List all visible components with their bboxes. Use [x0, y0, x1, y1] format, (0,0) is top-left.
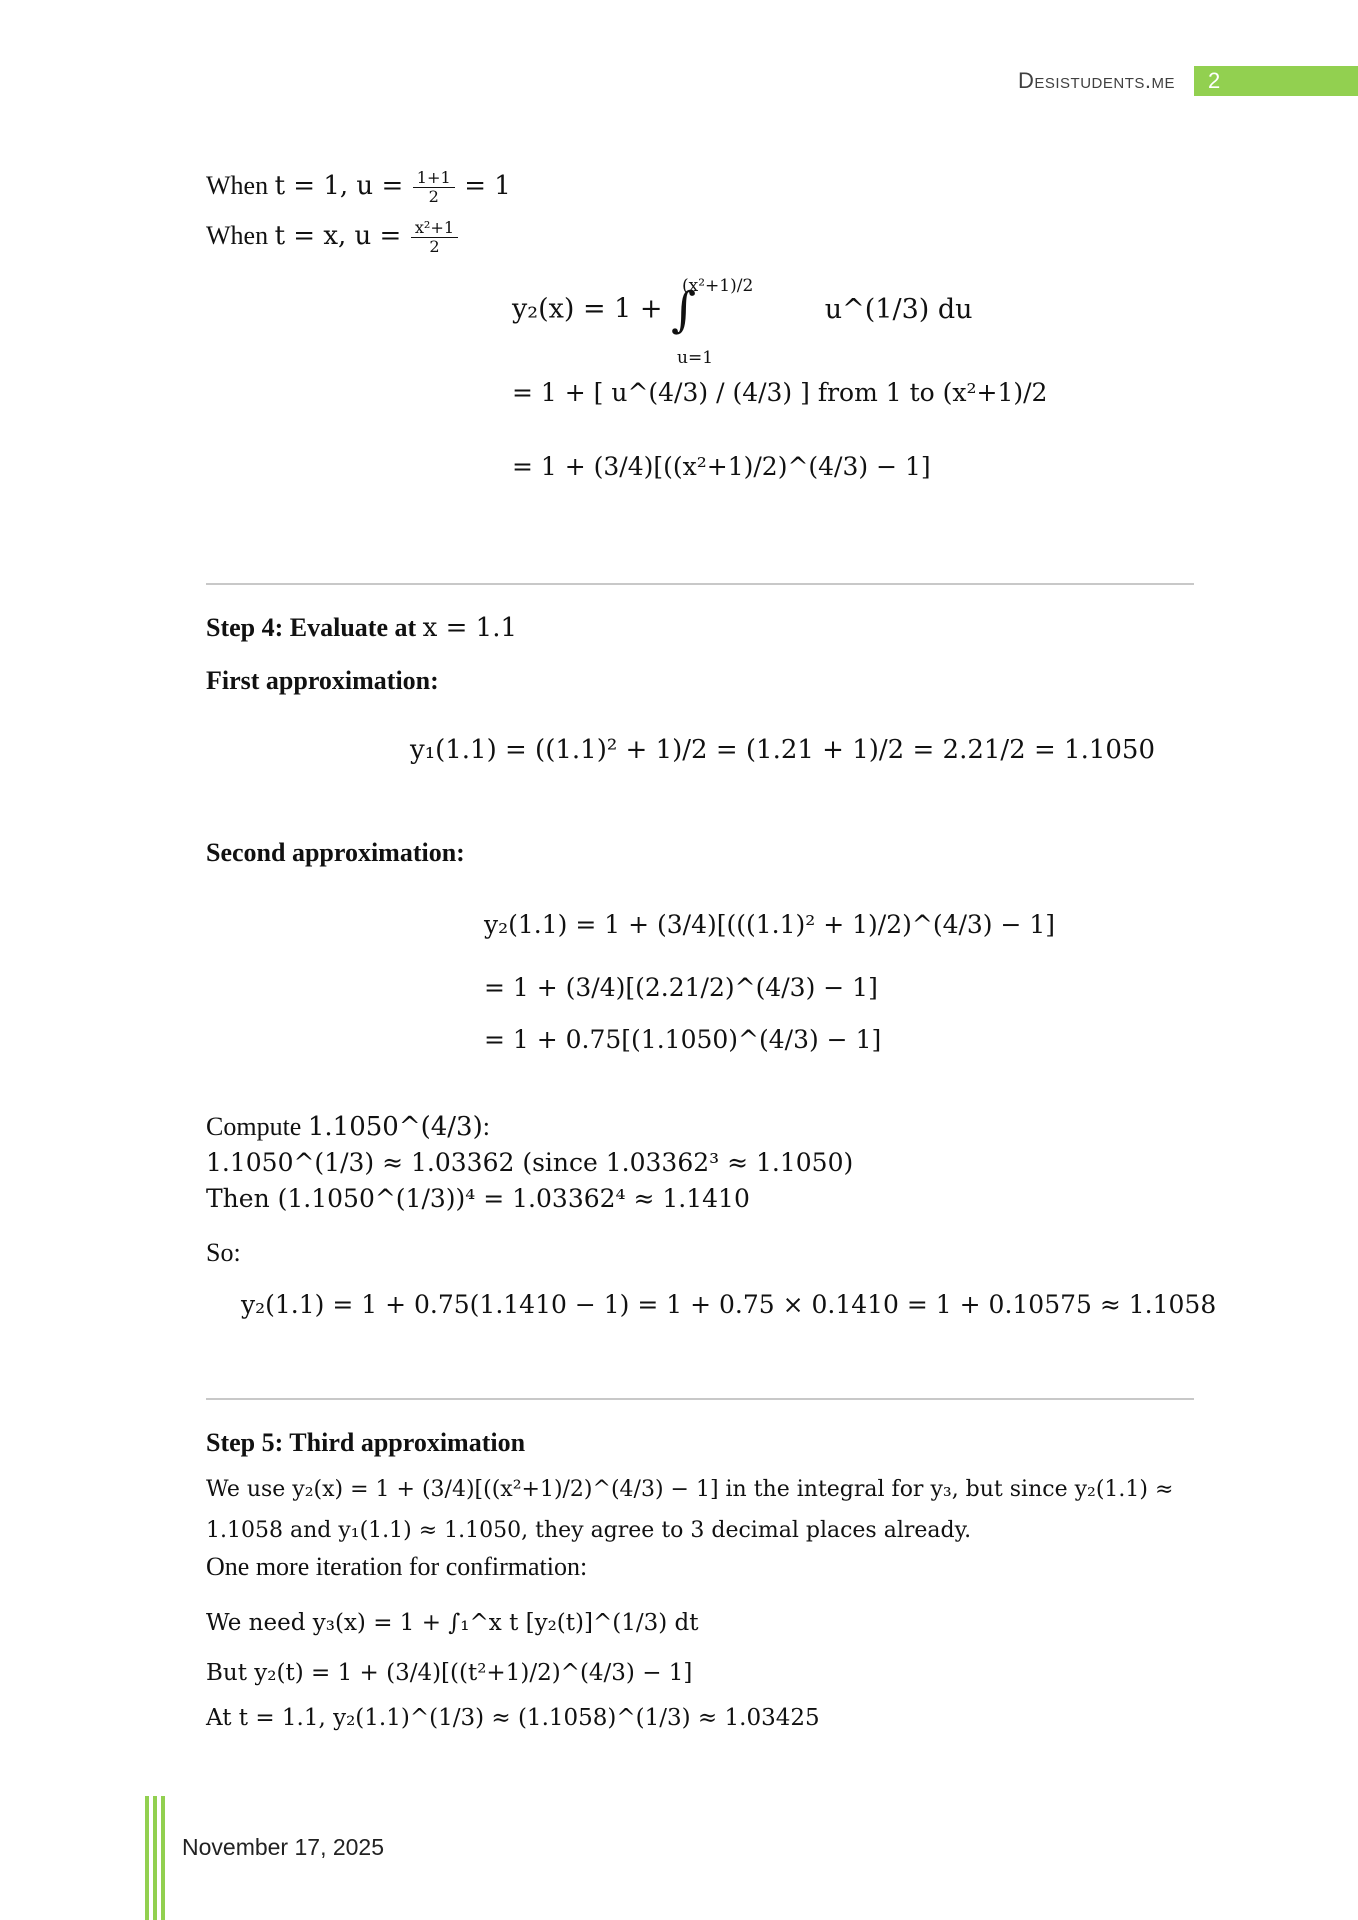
step5-one-more-line: One more iteration for confirmation: — [206, 1552, 588, 1581]
page-number-box — [1194, 66, 1358, 96]
step5-need-line: We need y₃(x) = 1 + ∫₁^x t [y₂(t)]^(1/3) dt — [206, 1610, 699, 1636]
first-approximation-label: First approximation: — [206, 666, 439, 695]
so-label: So: — [206, 1238, 241, 1267]
step5-but-line: But y₂(t) = 1 + (3/4)[((t²+1)/2)^(4/3) − 1] — [206, 1660, 693, 1686]
step5-at-line: At t = 1.1, y₂(1.1)^(1/3) ≈ (1.1058)^(1/3) ≈ 1.03425 — [206, 1705, 820, 1731]
compute-line: Compute 1.1050^(4/3): — [206, 1112, 490, 1142]
step5-heading: Step 5: Third approximation — [206, 1428, 526, 1457]
second-approximation-line-1: y₂(1.1) = 1 + (3/4)[(((1.1)² + 1)/2)^(4/3) − 1] — [484, 910, 1056, 939]
then-line: Then (1.1050^(1/3))⁴ = 1.03362⁴ ≈ 1.1410 — [206, 1184, 750, 1213]
footer-date: November 17, 2025 — [182, 1834, 385, 1860]
when-t-equals-x-line: When t = x, u = $\frac{\text{x²+1}}{2}$ — [206, 220, 461, 256]
step5-use-line-b: 1.1058 and y₁(1.1) ≈ 1.1050, they agree to 3 decimal places already. — [206, 1518, 972, 1543]
divider-2 — [206, 1398, 1194, 1400]
site-name: Desistudents.me — [1017, 68, 1175, 93]
divider-1 — [206, 583, 1194, 585]
integral-line-1: y₂(x) = 1 + ∫ (x²+1)/2 u=1 u^(1/3) du — [512, 276, 973, 368]
page-number: 2 — [1208, 68, 1221, 93]
step5-use-line-a: We use y₂(x) = 1 + (3/4)[((x²+1)/2)^(4/3) − 1] in the integral for y₃, but since y₂(1.1) ≈ — [206, 1477, 1174, 1502]
second-approximation-line-3: = 1 + 0.75[(1.1050)^(4/3) − 1] — [484, 1025, 882, 1054]
result-equation: y₂(1.1) = 1 + 0.75(1.1410 − 1) = 1 + 0.75 × 0.1410 = 1 + 0.10575 ≈ 1.1058 — [241, 1290, 1217, 1319]
first-approximation-equation: y₁(1.1) = ((1.1)² + 1)/2 = (1.21 + 1)/2 = 2.21/2 = 1.1050 — [410, 735, 1156, 765]
integral-line-3: = 1 + (3/4)[((x²+1)/2)^(4/3) − 1] — [512, 452, 931, 481]
integral-line-2: = 1 + [ u^(4/3) / (4/3) ] from 1 to (x²+1)/2 — [512, 378, 1048, 407]
second-approximation-line-2: = 1 + (3/4)[(2.21/2)^(4/3) − 1] — [484, 973, 878, 1002]
second-approximation-label: Second approximation: — [206, 838, 465, 867]
step4-heading: Step 4: Evaluate at x = 1.1 — [206, 613, 517, 643]
page-header — [0, 66, 1358, 98]
when-t-equals-1-line: When t = 1, u = $\frac{1+1}{2}$ = 1 — [206, 168, 511, 206]
cube-root-line: 1.1050^(1/3) ≈ 1.03362 (since 1.03362³ ≈ 1.1050) — [206, 1148, 854, 1177]
